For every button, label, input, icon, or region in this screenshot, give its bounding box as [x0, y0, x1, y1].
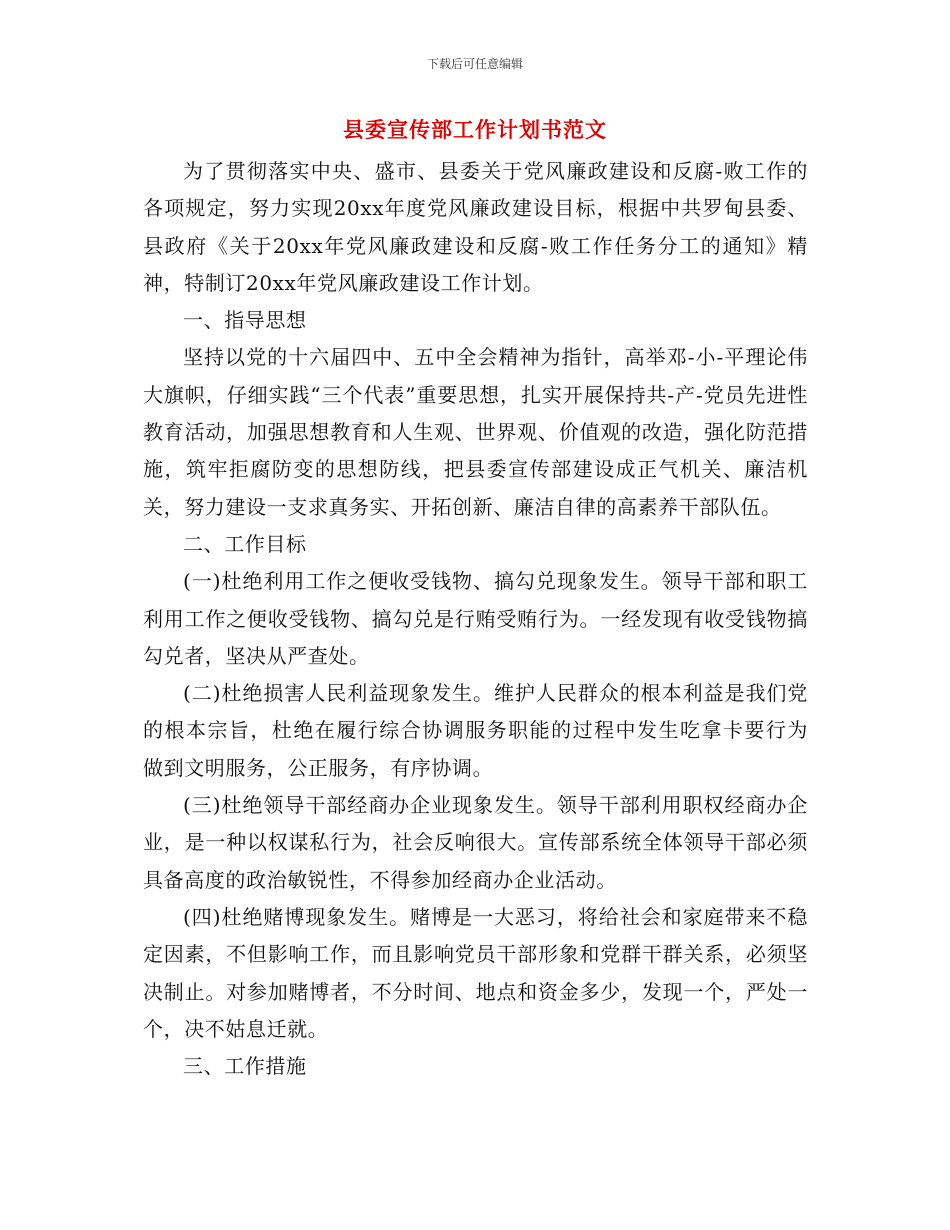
paragraph-guiding-ideology: 坚持以党的十六届四中、五中全会精神为指针，高举邓-小-平理论伟大旗帜，仔细实践“三个代表”重要思想，扎实开展保持共-产-党员先进性教育活动，加强思想教育和人生观、世界观、价值观的改造，强化防范措施，筑牢拒腐防变的思想防线，把县委宣传部建设成正气机关、廉洁机关，努力建设一支求真务实、开拓创新、廉洁自律的高素养干部队伍。 [143, 345, 808, 519]
paragraph-goal-1: (一)杜绝利用工作之便收受钱物、搞勾兑现象发生。领导干部和职工利用工作之便收受钱物、搞勾兑是行贿受贿行为。一经发现有收受钱物搞勾兑者，坚决从严查处。 [143, 569, 808, 668]
paragraph-goal-4: (四)杜绝赌博现象发生。赌博是一大恶习，将给社会和家庭带来不稳定因素，不但影响工作，而且影响党员干部形象和党群干群关系，必须坚决制止。对参加赌博者，不分时间、地点和资金多少，发现一个，严处一个，决不姑息迁就。 [143, 904, 808, 1041]
paragraph-goal-3: (三)杜绝领导干部经商办企业现象发生。领导干部利用职权经商办企业，是一种以权谋私行为，社会反响很大。宣传部系统全体领导干部必须具备高度的政治敏锐性，不得参加经商办企业活动。 [143, 793, 808, 892]
paragraph-goal-2: (二)杜绝损害人民利益现象发生。维护人民群众的根本利益是我们党的根本宗旨，杜绝在履行综合协调服务职能的过程中发生吃拿卡要行为 做到文明服务，公正服务，有序协调。 [143, 681, 808, 780]
section-heading-work-measures: 三、工作措施 [183, 1054, 307, 1079]
section-heading-guiding-ideology: 一、指导思想 [183, 308, 307, 333]
document-title: 县委宣传部工作计划书范文 [343, 118, 607, 142]
document-body [143, 153, 808, 1085]
section-heading-work-goals: 二、工作目标 [183, 531, 307, 556]
header-note: 下载后可任意编辑 [426, 57, 523, 71]
paragraph-intro: 为了贯彻落实中央、盛市、县委关于党风廉政建设和反腐-败工作的各项规定，努力实现20xx年度党风廉政建设目标，根据中共罗甸县委、县政府《关于20xx年党风廉政建设和反腐-败工作任务分工的通知》精神，特制订20xx年党风廉政建设工作计划。 [143, 159, 808, 295]
